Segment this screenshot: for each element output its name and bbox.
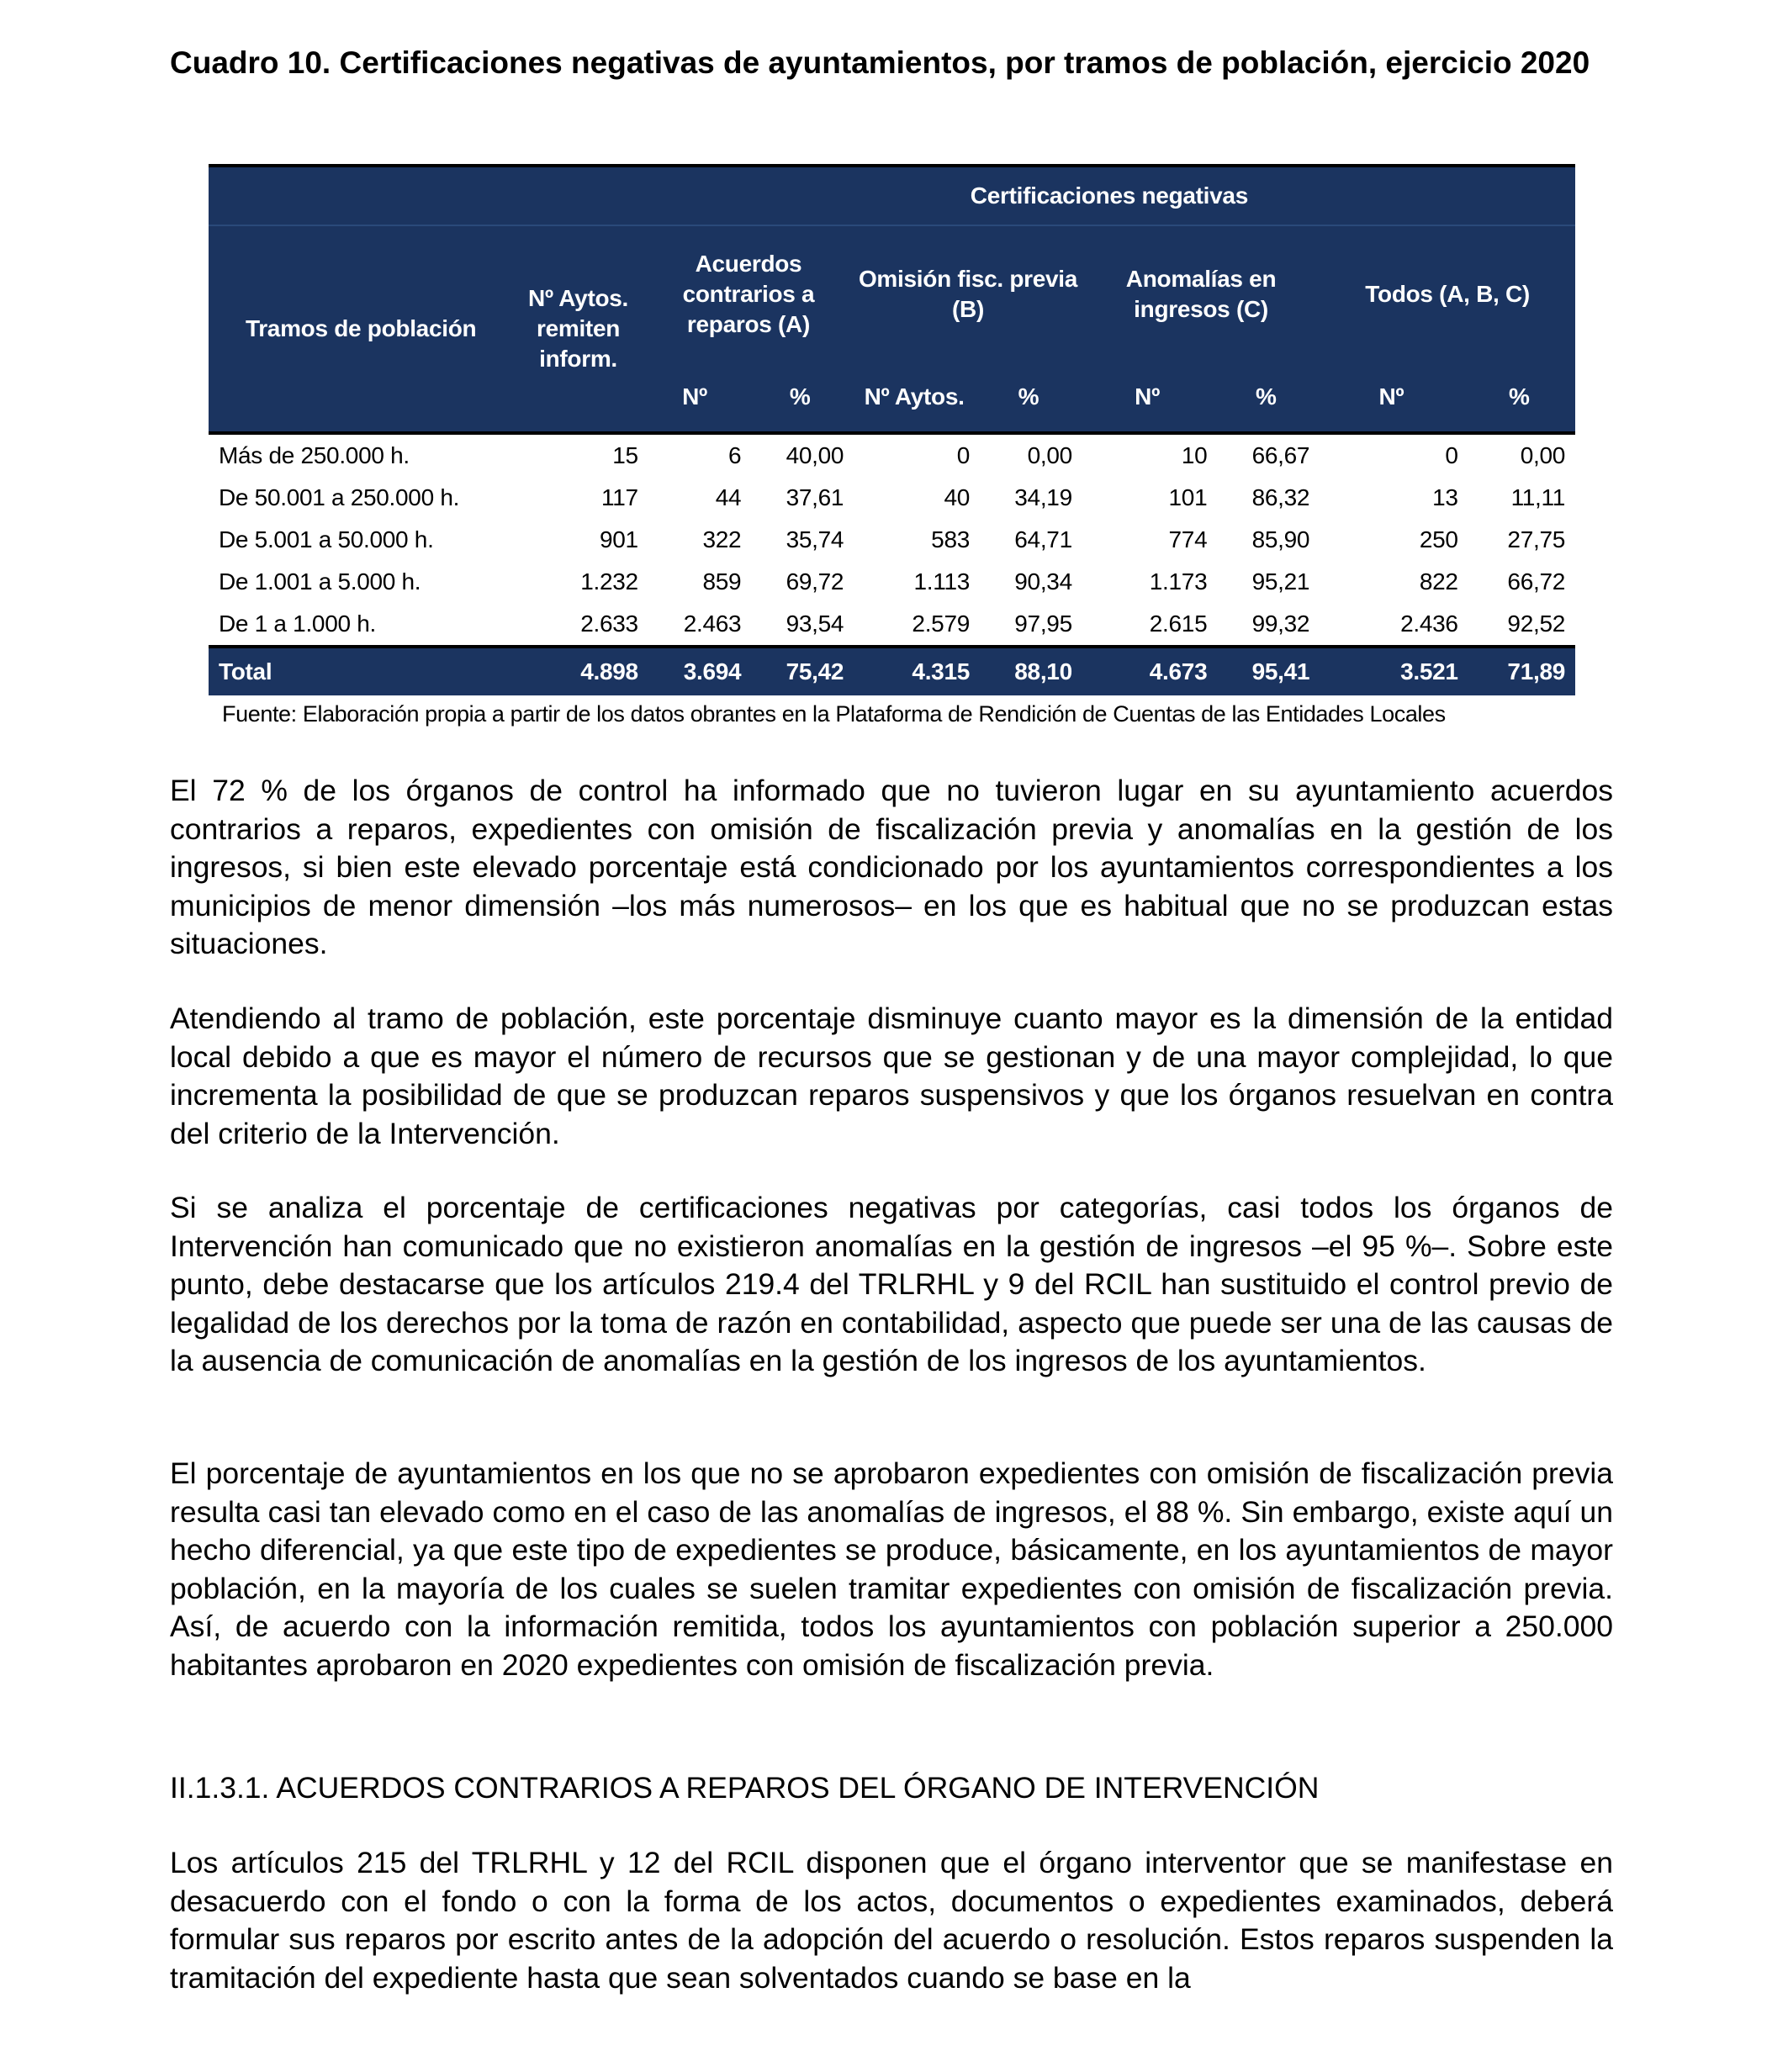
cell-t-n: 0	[1445, 442, 1458, 468]
cell-t-n: 13	[1432, 484, 1458, 510]
paragraph-4: El porcentaje de ayuntamientos en los que no se aprobaron expedientes con omisión de fiscalización previa resulta casi tan elevado como en el caso de las anomalías de ingresos, el 88 %. Sin embargo, existe aquí un hecho diferencial, ya que este tipo de expedientes se produce, básicamente, en los ayuntamientos de mayor población, en la mayoría de los cuales se suelen tramitar expedientes con omisión de fiscalización previa. Así, de acuerdo con la información remitida, todos los ayuntamientos con población superior a 250.000 habitantes aprobaron en 2020 expedientes con omisión de fiscalización previa.	[170, 1456, 1613, 1682]
sub-header-n: Nº	[1320, 362, 1463, 433]
sub-header-n-aytos: Nº Aytos.	[854, 362, 975, 433]
cell-b-pct: 97,95	[1014, 610, 1072, 637]
cell-b-pct: 34,19	[1014, 484, 1072, 510]
sub-header-pct: %	[1463, 362, 1575, 433]
header-aytos: Nº Aytos. remiten inform.	[513, 225, 643, 433]
cell-c-pct: 85,90	[1251, 526, 1310, 552]
cell-c-n: 774	[1168, 526, 1208, 552]
table-total-row	[209, 647, 1575, 695]
sub-header-n: Nº	[1082, 362, 1213, 433]
cell-b-pct: 90,34	[1014, 568, 1072, 595]
cell-a-n: 859	[702, 568, 742, 595]
table-row	[209, 519, 1575, 561]
total-c-pct: 95,41	[1212, 647, 1320, 695]
cell-c-n: 10	[1181, 442, 1208, 468]
paragraph-3: Si se analiza el porcentaje de certificaciones negativas por categorías, casi todos los órganos de Intervención han comunicado que no existieron anomalías en la gestión de ingresos –el 95 %–. Sobre este punto, debe destacarse que los artículos 219.4 del TRLRHL y 9 del RCIL han sustituido el control previo de legalidad de los derechos por la toma de razón en contabilidad, aspecto que puede ser una de las causas de la ausencia de comunicación de anomalías en la gestión de los ingresos de los ayuntamientos.	[170, 1191, 1613, 1377]
sub-header-pct: %	[975, 362, 1082, 433]
header-col-c: Anomalías en ingresos (C)	[1082, 225, 1320, 362]
total-t-pct: 71,89	[1463, 647, 1575, 695]
cell-a-pct: 93,54	[786, 610, 844, 637]
paragraph-2: Atendiendo al tramo de población, este porcentaje disminuye cuanto mayor es la dimensión de la entidad local debido a que es mayor el número de recursos que se gestionan y de una mayor complejidad, lo que incrementa la posibilidad de que se produzcan reparos suspensivos y que los órganos resuelvan en contra del criterio de la Intervención.	[170, 1002, 1613, 1150]
header-col-todos: Todos (A, B, C)	[1320, 225, 1575, 362]
cell-c-pct: 95,21	[1251, 568, 1310, 595]
cell-c-pct: 86,32	[1251, 484, 1310, 510]
row-label: De 50.001 a 250.000 h.	[219, 484, 460, 510]
cell-c-n: 2.615	[1149, 610, 1208, 637]
table-row	[209, 603, 1575, 647]
row-label: De 1.001 a 5.000 h.	[219, 568, 421, 595]
cell-a-pct: 69,72	[786, 568, 844, 595]
section-heading: II.1.3.1. ACUERDOS CONTRARIOS A REPAROS DEL ÓRGANO DE INTERVENCIÓN	[170, 1771, 1320, 1805]
total-c-n: 4.673	[1082, 647, 1213, 695]
cell-aytos: 901	[599, 526, 638, 552]
total-a-pct: 75,42	[746, 647, 854, 695]
cell-t-n: 2.436	[1400, 610, 1458, 637]
cell-t-pct: 92,52	[1507, 610, 1565, 637]
data-table	[209, 164, 1575, 695]
sub-header-n: Nº	[643, 362, 747, 433]
header-col-a: Acuerdos contrarios a reparos (A)	[643, 225, 854, 362]
cell-a-n: 44	[715, 484, 742, 510]
paragraph-1: El 72 % de los órganos de control ha informado que no tuvieron lugar en su ayuntamiento acuerdos contrarios a reparos, expedientes con omisión de fiscalización previa y anomalías en la gestión de los ingresos, si bien este elevado porcentaje está condicionado por los ayuntamientos correspondientes a los municipios de menor dimensión –los más numerosos– en los que es habitual que no se produzcan estas situaciones.	[170, 774, 1613, 960]
table-row	[209, 477, 1575, 519]
table-row	[209, 561, 1575, 603]
table-source-note: Fuente: Elaboración propia a partir de los datos obrantes en la Plataforma de Rendición de Cuentas de las Entidades Locales	[222, 701, 1446, 727]
header-blank	[513, 166, 643, 225]
cell-aytos: 15	[612, 442, 638, 468]
cell-a-pct: 37,61	[786, 484, 844, 510]
cell-t-n: 250	[1419, 526, 1458, 552]
header-tramos: Tramos de población	[209, 225, 513, 433]
cell-b-n: 1.113	[913, 568, 970, 595]
cell-t-pct: 27,75	[1507, 526, 1565, 552]
cell-a-n: 322	[702, 526, 742, 552]
cell-c-n: 101	[1168, 484, 1208, 510]
header-group: Certificaciones negativas	[643, 166, 1575, 225]
cell-aytos: 1.232	[580, 568, 638, 595]
row-label: De 1 a 1.000 h.	[219, 610, 376, 637]
cell-t-pct: 11,11	[1510, 484, 1565, 510]
sub-header-pct: %	[1212, 362, 1320, 433]
row-label: Más de 250.000 h.	[219, 442, 410, 468]
cell-t-n: 822	[1419, 568, 1458, 595]
cell-c-n: 1.173	[1149, 568, 1208, 595]
total-t-n: 3.521	[1320, 647, 1463, 695]
cell-c-pct: 99,32	[1251, 610, 1310, 637]
total-aytos: 4.898	[513, 647, 643, 695]
total-a-n: 3.694	[643, 647, 747, 695]
total-b-pct: 88,10	[975, 647, 1082, 695]
cell-c-pct: 66,67	[1251, 442, 1310, 468]
table-row	[209, 433, 1575, 477]
total-b-n: 4.315	[854, 647, 975, 695]
data-table-wrapper	[209, 164, 1575, 695]
cell-t-pct: 66,72	[1507, 568, 1565, 595]
cell-a-n: 2.463	[683, 610, 742, 637]
cell-b-pct: 0,00	[1027, 442, 1072, 468]
row-label: De 5.001 a 50.000 h.	[219, 526, 434, 552]
header-col-b: Omisión fisc. previa (B)	[854, 225, 1082, 362]
cell-aytos: 2.633	[580, 610, 638, 637]
cell-a-pct: 35,74	[786, 526, 844, 552]
cell-a-pct: 40,00	[786, 442, 844, 468]
header-blank	[209, 166, 513, 225]
table-title: Cuadro 10. Certificaciones negativas de ayuntamientos, por tramos de población, ejercicio 2020	[170, 45, 1590, 80]
sub-header-pct: %	[746, 362, 854, 433]
cell-b-pct: 64,71	[1014, 526, 1072, 552]
cell-b-n: 40	[944, 484, 970, 510]
cell-t-pct: 0,00	[1520, 442, 1565, 468]
cell-b-n: 0	[956, 442, 970, 468]
cell-a-n: 6	[728, 442, 742, 468]
cell-b-n: 2.579	[912, 610, 970, 637]
cell-aytos: 117	[601, 484, 638, 510]
total-label: Total	[209, 647, 513, 695]
cell-b-n: 583	[931, 526, 970, 552]
paragraph-5: Los artículos 215 del TRLRHL y 12 del RCIL disponen que el órgano interventor que se manifestase en desacuerdo con el fondo o con la forma de los actos, documentos o expedientes examinados, deberá formular sus reparos por escrito antes de la adopción del acuerdo o resolución. Estos reparos suspenden la tramitación del expediente hasta que sean solventados cuando se base en la	[170, 1846, 1613, 1995]
